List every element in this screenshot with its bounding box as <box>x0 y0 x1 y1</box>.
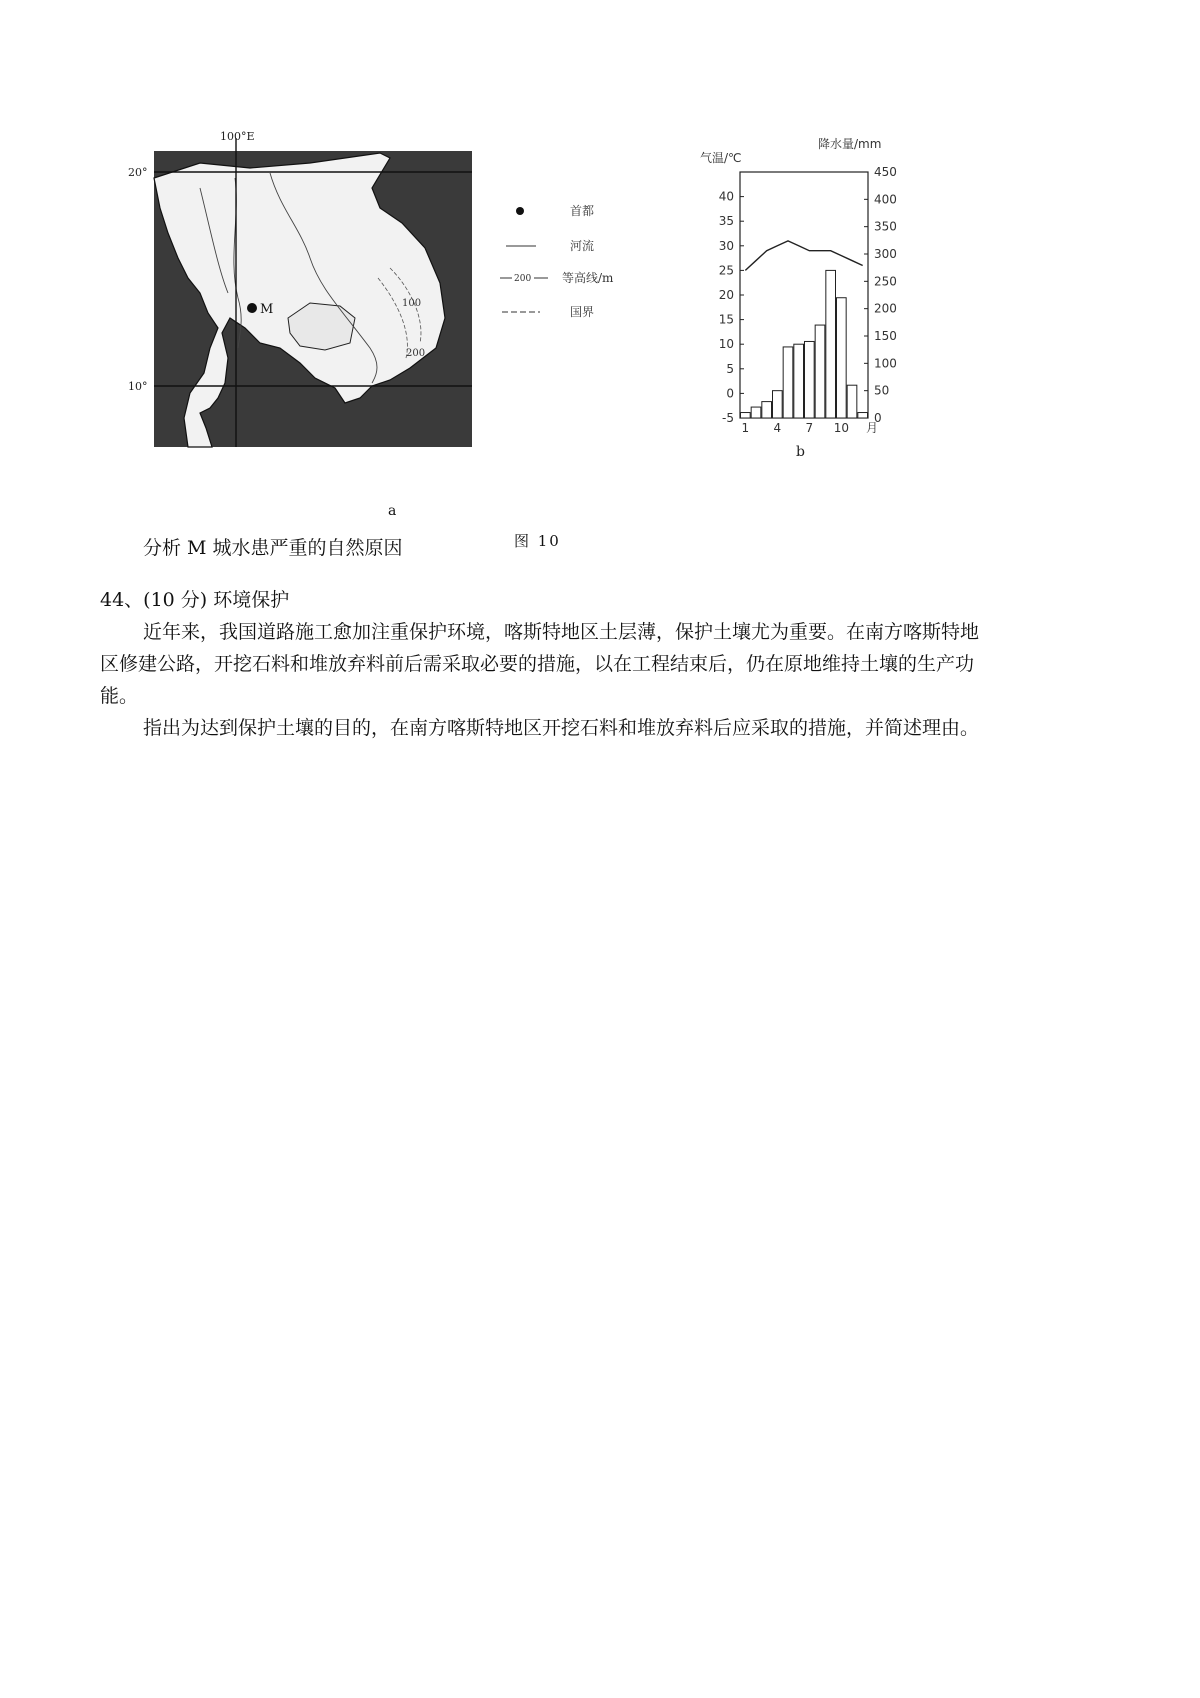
latitude-10-label: 10° <box>128 380 148 393</box>
climate-chart-b <box>700 138 940 478</box>
city-m-label: M <box>260 302 274 317</box>
temp-tick-label: 15 <box>718 312 734 327</box>
question-44-para1-line3: 能。 <box>100 685 139 707</box>
legend-contour-sample: 200 <box>514 274 532 284</box>
precip-tick-label: 350 <box>874 219 897 234</box>
precip-tick-label: 400 <box>874 192 897 207</box>
legend-river: 河流 <box>570 239 595 253</box>
precip-bar-1 <box>741 413 751 418</box>
precip-bar-10 <box>837 298 847 418</box>
precip-bar-6 <box>794 344 804 418</box>
latitude-20-label: 20° <box>128 166 148 179</box>
temp-tick-label: 0 <box>726 386 734 401</box>
figure-caption: 图 10 <box>514 532 561 550</box>
question-44-heading: 44、(10 分) 环境保护 <box>100 589 290 611</box>
precip-tick-label: 200 <box>874 301 897 316</box>
precip-tick-label: 100 <box>874 356 897 371</box>
precip-bar-2 <box>751 407 761 418</box>
temp-axis-title: 气温/℃ <box>700 151 742 165</box>
map-a <box>128 118 485 463</box>
precip-tick-label: 250 <box>874 274 897 289</box>
question-43-prompt: 分析 M 城水患严重的自然原因 <box>143 537 403 559</box>
question-44-para2: 指出为达到保护土壤的目的，在南方喀斯特地区开挖石料和堆放弃料后应采取的措施，并简述理由。 <box>143 717 980 739</box>
month-tick-label: 月 <box>865 421 879 435</box>
precip-tick-label: 50 <box>874 383 890 398</box>
month-tick-label: 1 <box>741 421 750 435</box>
map-legend <box>500 196 700 336</box>
temp-tick-label: -5 <box>722 411 734 425</box>
climate-caption: b <box>796 444 805 460</box>
temp-tick-label: 25 <box>718 263 734 278</box>
city-m-marker <box>247 303 257 313</box>
capital-legend-icon <box>516 207 524 215</box>
month-tick-label: 4 <box>773 421 782 435</box>
temp-tick-label: 40 <box>718 189 734 204</box>
precip-bar-8 <box>815 325 825 418</box>
legend-border: 国界 <box>570 305 595 319</box>
temp-tick-label: 30 <box>718 238 734 253</box>
precip-bar-4 <box>773 391 783 418</box>
precip-bar-5 <box>783 347 793 418</box>
question-44-para1-line1: 近年来，我国道路施工愈加注重保护环境，喀斯特地区土层薄，保护土壤尤为重要。在南方喀斯特地 <box>143 621 980 643</box>
temp-tick-label: 20 <box>718 288 734 302</box>
precip-bar-3 <box>762 402 772 418</box>
precip-bar-12 <box>858 413 868 418</box>
legend-contour: 等高线/m <box>562 271 614 285</box>
longitude-label: 100°E <box>220 130 255 143</box>
precip-bar-9 <box>826 270 836 418</box>
precip-tick-label: 150 <box>874 329 897 343</box>
contour-label-100: 100 <box>402 298 422 309</box>
precip-bar-7 <box>805 341 815 418</box>
month-tick-label: 7 <box>805 421 814 435</box>
precip-tick-label: 450 <box>874 165 897 179</box>
precip-axis-title: 降水量/mm <box>818 137 882 151</box>
contour-label-200: 200 <box>406 348 426 359</box>
map-caption: a <box>388 503 397 519</box>
legend-capital: 首都 <box>570 204 595 218</box>
question-44-para1-line2: 区修建公路，开挖石料和堆放弃料前后需采取必要的措施，以在工程结束后，仍在原地维持土壤的生产功 <box>100 653 975 675</box>
temp-tick-label: 10 <box>718 337 734 352</box>
temperature-line <box>745 241 862 271</box>
precip-bar-11 <box>847 385 857 418</box>
temp-tick-label: 5 <box>726 361 734 376</box>
precip-tick-label: 0 <box>874 411 882 425</box>
month-tick-label: 10 <box>833 421 849 435</box>
temp-tick-label: 35 <box>718 214 734 229</box>
figure-10 <box>128 118 1000 568</box>
precip-tick-label: 300 <box>874 247 897 261</box>
